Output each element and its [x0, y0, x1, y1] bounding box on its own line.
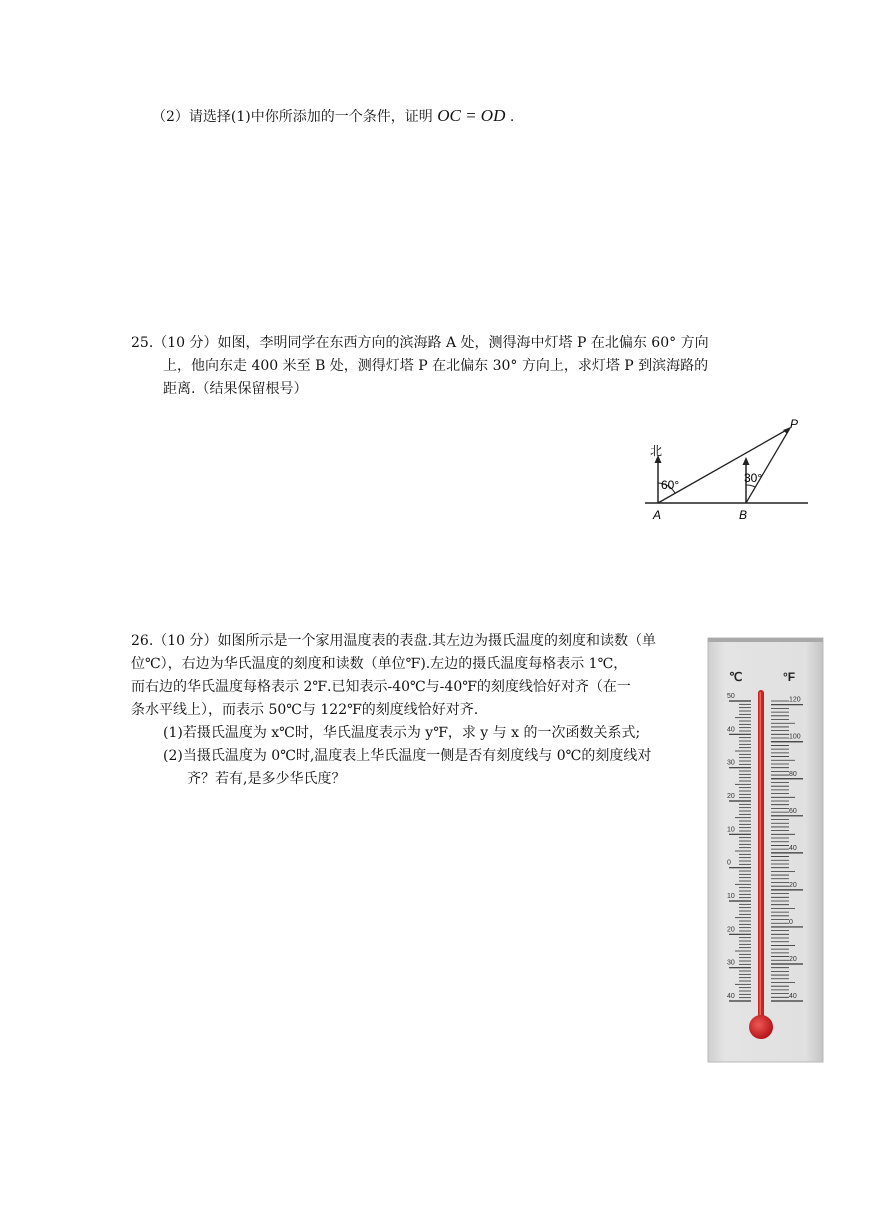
thermometer-bulb: [749, 1015, 773, 1039]
q25-line2: 上，他向东走 400 米至 B 处，测得灯塔 P 在北偏东 30° 方向上，求灯塔 P 到滨海路的: [163, 358, 709, 374]
celsius-tick-label: 50: [727, 693, 735, 700]
q26-line2: 位℃），右边为华氏温度的刻度和读数（单位℉).左边的摄氏温度每格表示 1℃，: [131, 656, 628, 672]
q24-part2-text: （2）请选择(1)中你所添加的一个条件，证明: [152, 109, 433, 125]
q25-line3: 距离.（结果保留根号）: [163, 381, 308, 397]
point-a-label: A: [653, 508, 662, 522]
thermometer-panel: [708, 638, 823, 1062]
fahrenheit-tick-label: 80: [789, 770, 797, 778]
fahrenheit-tick-label: 40: [789, 993, 797, 1000]
celsius-tick-label: 20: [727, 793, 735, 800]
celsius-tick-label: 40: [727, 993, 735, 1000]
point-b-label: B: [739, 508, 748, 522]
celsius-tick-label: 40: [727, 726, 735, 734]
q26-sub2b: 齐？若有,是多少华氏度？: [187, 771, 346, 787]
q24-part2-math: OC = OD: [437, 106, 506, 125]
north-arrowhead-b: [743, 457, 750, 465]
celsius-tick-label: 10: [727, 893, 735, 900]
q25-figure: [640, 415, 820, 525]
angle-a-label: 60°: [661, 478, 680, 492]
angle-arc-b: [746, 485, 755, 487]
thermometer-figure: [707, 637, 825, 1063]
line-bp: [746, 428, 790, 503]
angle-b-label: 30°: [744, 471, 763, 485]
fahrenheit-tick-label: 0: [789, 918, 793, 926]
q26-sub2a: (2)当摄氏温度为 0℃时,温度表上华氏温度一侧是否有刻度线与 0℃的刻度线对: [163, 748, 652, 764]
thermometer-top-edge: [708, 638, 823, 642]
north-label: 北: [650, 444, 663, 458]
fahrenheit-tick-label: 60: [789, 807, 797, 815]
q26-sub1: (1)若摄氏温度为 x℃时，华氏温度表示为 y℉，求 y 与 x 的一次函数关系式;: [163, 725, 641, 741]
point-p-label: P: [790, 417, 799, 431]
celsius-tick-label: 0: [727, 859, 731, 867]
fahrenheit-tick-label: 40: [789, 844, 797, 852]
celsius-tick-label: 30: [727, 959, 735, 967]
q24-part2: [152, 106, 514, 127]
q26-line4: 条水平线上），而表示 50℃与 122℉的刻度线恰好对齐.: [131, 702, 479, 718]
q26-line3: 而右边的华氏温度每格表示 2℉.已知表示-40℃与-40℉的刻度线恰好对齐（在一: [131, 679, 631, 695]
q25-line1: 25.（10 分）如图，李明同学在东西方向的滨海路 A 处，测得海中灯塔 P 在北偏东 60° 方向: [131, 335, 709, 351]
fahrenheit-tick-label: 120: [789, 696, 801, 704]
thermometer-tube-highlight: [760, 692, 762, 1026]
celsius-tick-label: 10: [727, 826, 735, 834]
fahrenheit-tick-label: 20: [789, 955, 797, 963]
q24-part2-end: .: [509, 109, 515, 125]
celsius-unit-label: ℃: [729, 670, 743, 684]
fahrenheit-unit-label: °F: [783, 670, 796, 684]
celsius-tick-label: 20: [727, 926, 735, 934]
fahrenheit-tick-label: 20: [789, 881, 797, 889]
celsius-tick-label: 30: [727, 759, 735, 767]
q26-line1: 26.（10 分）如图所示是一个家用温度表的表盘.其左边为摄氏温度的刻度和读数（单: [131, 633, 656, 649]
fahrenheit-tick-label: 100: [789, 733, 801, 741]
